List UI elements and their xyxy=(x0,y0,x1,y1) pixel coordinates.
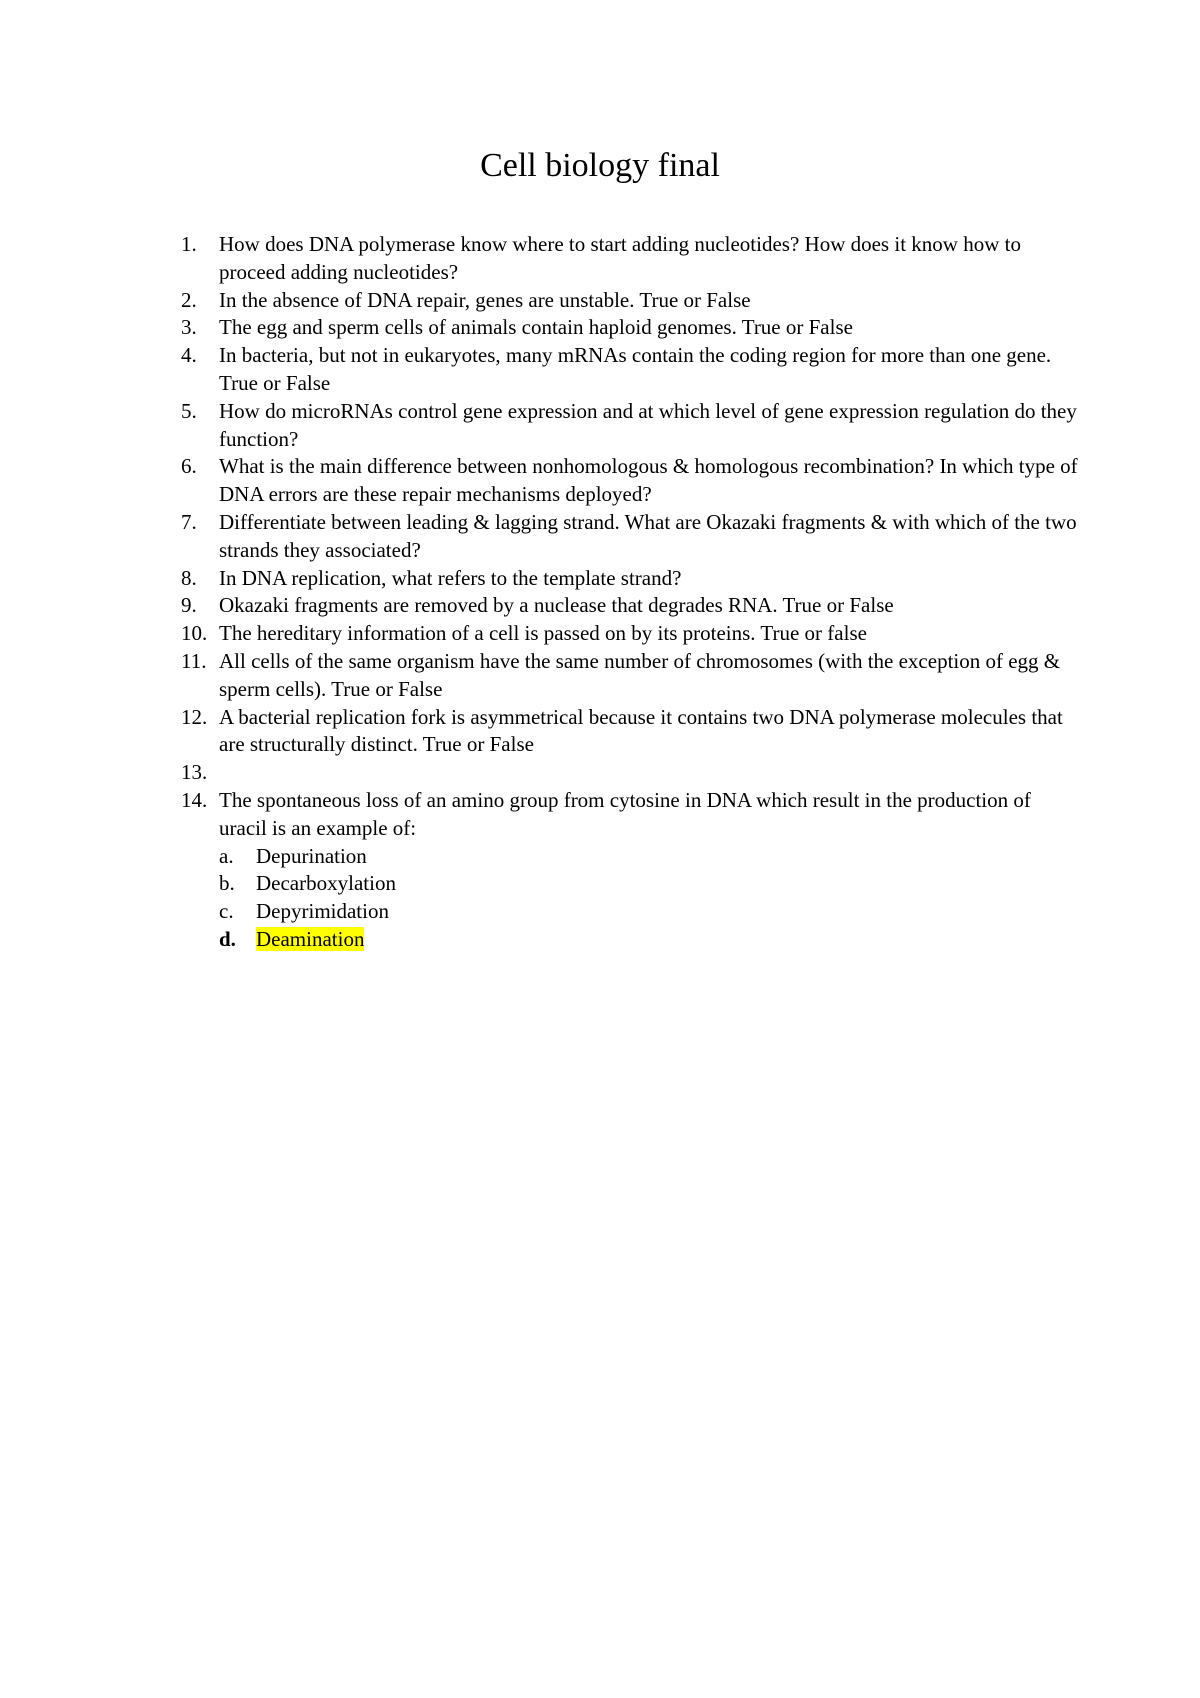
option-label: b. xyxy=(219,871,235,896)
question-item xyxy=(181,231,1081,287)
question-item xyxy=(181,592,1081,620)
answer-option xyxy=(219,870,1081,898)
question-item xyxy=(181,704,1081,760)
question-number: 10. xyxy=(181,621,208,646)
question-number: 3. xyxy=(181,315,197,340)
option-label: d. xyxy=(219,926,236,951)
question-item xyxy=(181,314,1081,342)
question-item xyxy=(181,398,1081,454)
question-text: In DNA replication, what refers to the template strand? xyxy=(219,565,682,590)
option-text: Decarboxylation xyxy=(256,871,396,896)
answer-options xyxy=(219,843,1081,954)
question-number: 13. xyxy=(181,760,208,785)
option-label: c. xyxy=(219,899,234,924)
question-number: 4. xyxy=(181,343,197,368)
answer-option xyxy=(219,898,1081,926)
question-text: Differentiate between leading & lagging strand. What are Okazaki fragments & with which of the two strands they associated? xyxy=(219,509,1077,562)
question-text: What is the main difference between nonhomologous & homologous recombination? In which type of DNA errors are these repair mechanisms deployed? xyxy=(219,454,1078,507)
question-text: All cells of the same organism have the same number of chromosomes (with the exception of egg & sperm cells). True or False xyxy=(219,648,1061,701)
question-item xyxy=(181,287,1081,315)
option-text: Depyrimidation xyxy=(256,899,389,924)
question-text: A bacterial replication fork is asymmetrical because it contains two DNA polymerase molecules that are structurally distinct. True or False xyxy=(219,704,1063,757)
question-number: 14. xyxy=(181,787,208,812)
question-list xyxy=(181,231,1081,954)
question-number: 12. xyxy=(181,704,208,729)
question-item xyxy=(181,648,1081,704)
question-text xyxy=(219,759,1081,787)
question-text: The egg and sperm cells of animals contain haploid genomes. True or False xyxy=(219,315,853,340)
question-number: 2. xyxy=(181,287,197,312)
question-text: The spontaneous loss of an amino group from cytosine in DNA which result in the production of uracil is an example of: xyxy=(219,787,1031,840)
question-text: In bacteria, but not in eukaryotes, many mRNAs contain the coding region for more than one gene. True or False xyxy=(219,343,1052,395)
question-item xyxy=(181,453,1081,509)
question-text: How do microRNAs control gene expression and at which level of gene expression regulation do they function? xyxy=(219,398,1077,451)
question-item xyxy=(181,565,1081,593)
answer-option-selected xyxy=(219,926,1081,954)
question-item xyxy=(181,342,1081,398)
question-number: 8. xyxy=(181,565,197,590)
question-number: 11. xyxy=(181,648,207,673)
question-number: 5. xyxy=(181,398,197,423)
question-text: In the absence of DNA repair, genes are unstable. True or False xyxy=(219,287,751,312)
option-text: Depurination xyxy=(256,843,367,868)
question-number: 7. xyxy=(181,509,197,534)
question-item xyxy=(181,620,1081,648)
highlighted-answer: Deamination xyxy=(256,926,365,951)
question-text: How does DNA polymerase know where to start adding nucleotides? How does it know how to proceed adding nucleotides? xyxy=(219,232,1021,284)
question-item xyxy=(181,787,1081,954)
question-text: Okazaki fragments are removed by a nuclease that degrades RNA. True or False xyxy=(219,593,894,618)
question-number: 1. xyxy=(181,232,197,256)
question-item xyxy=(181,509,1081,565)
option-label: a. xyxy=(219,843,234,868)
answer-option xyxy=(219,843,1081,871)
question-text: The hereditary information of a cell is passed on by its proteins. True or false xyxy=(219,621,867,646)
question-number: 6. xyxy=(181,454,197,479)
question-item xyxy=(181,759,1081,787)
question-number: 9. xyxy=(181,593,197,618)
page-title: Cell biology final xyxy=(480,147,720,184)
